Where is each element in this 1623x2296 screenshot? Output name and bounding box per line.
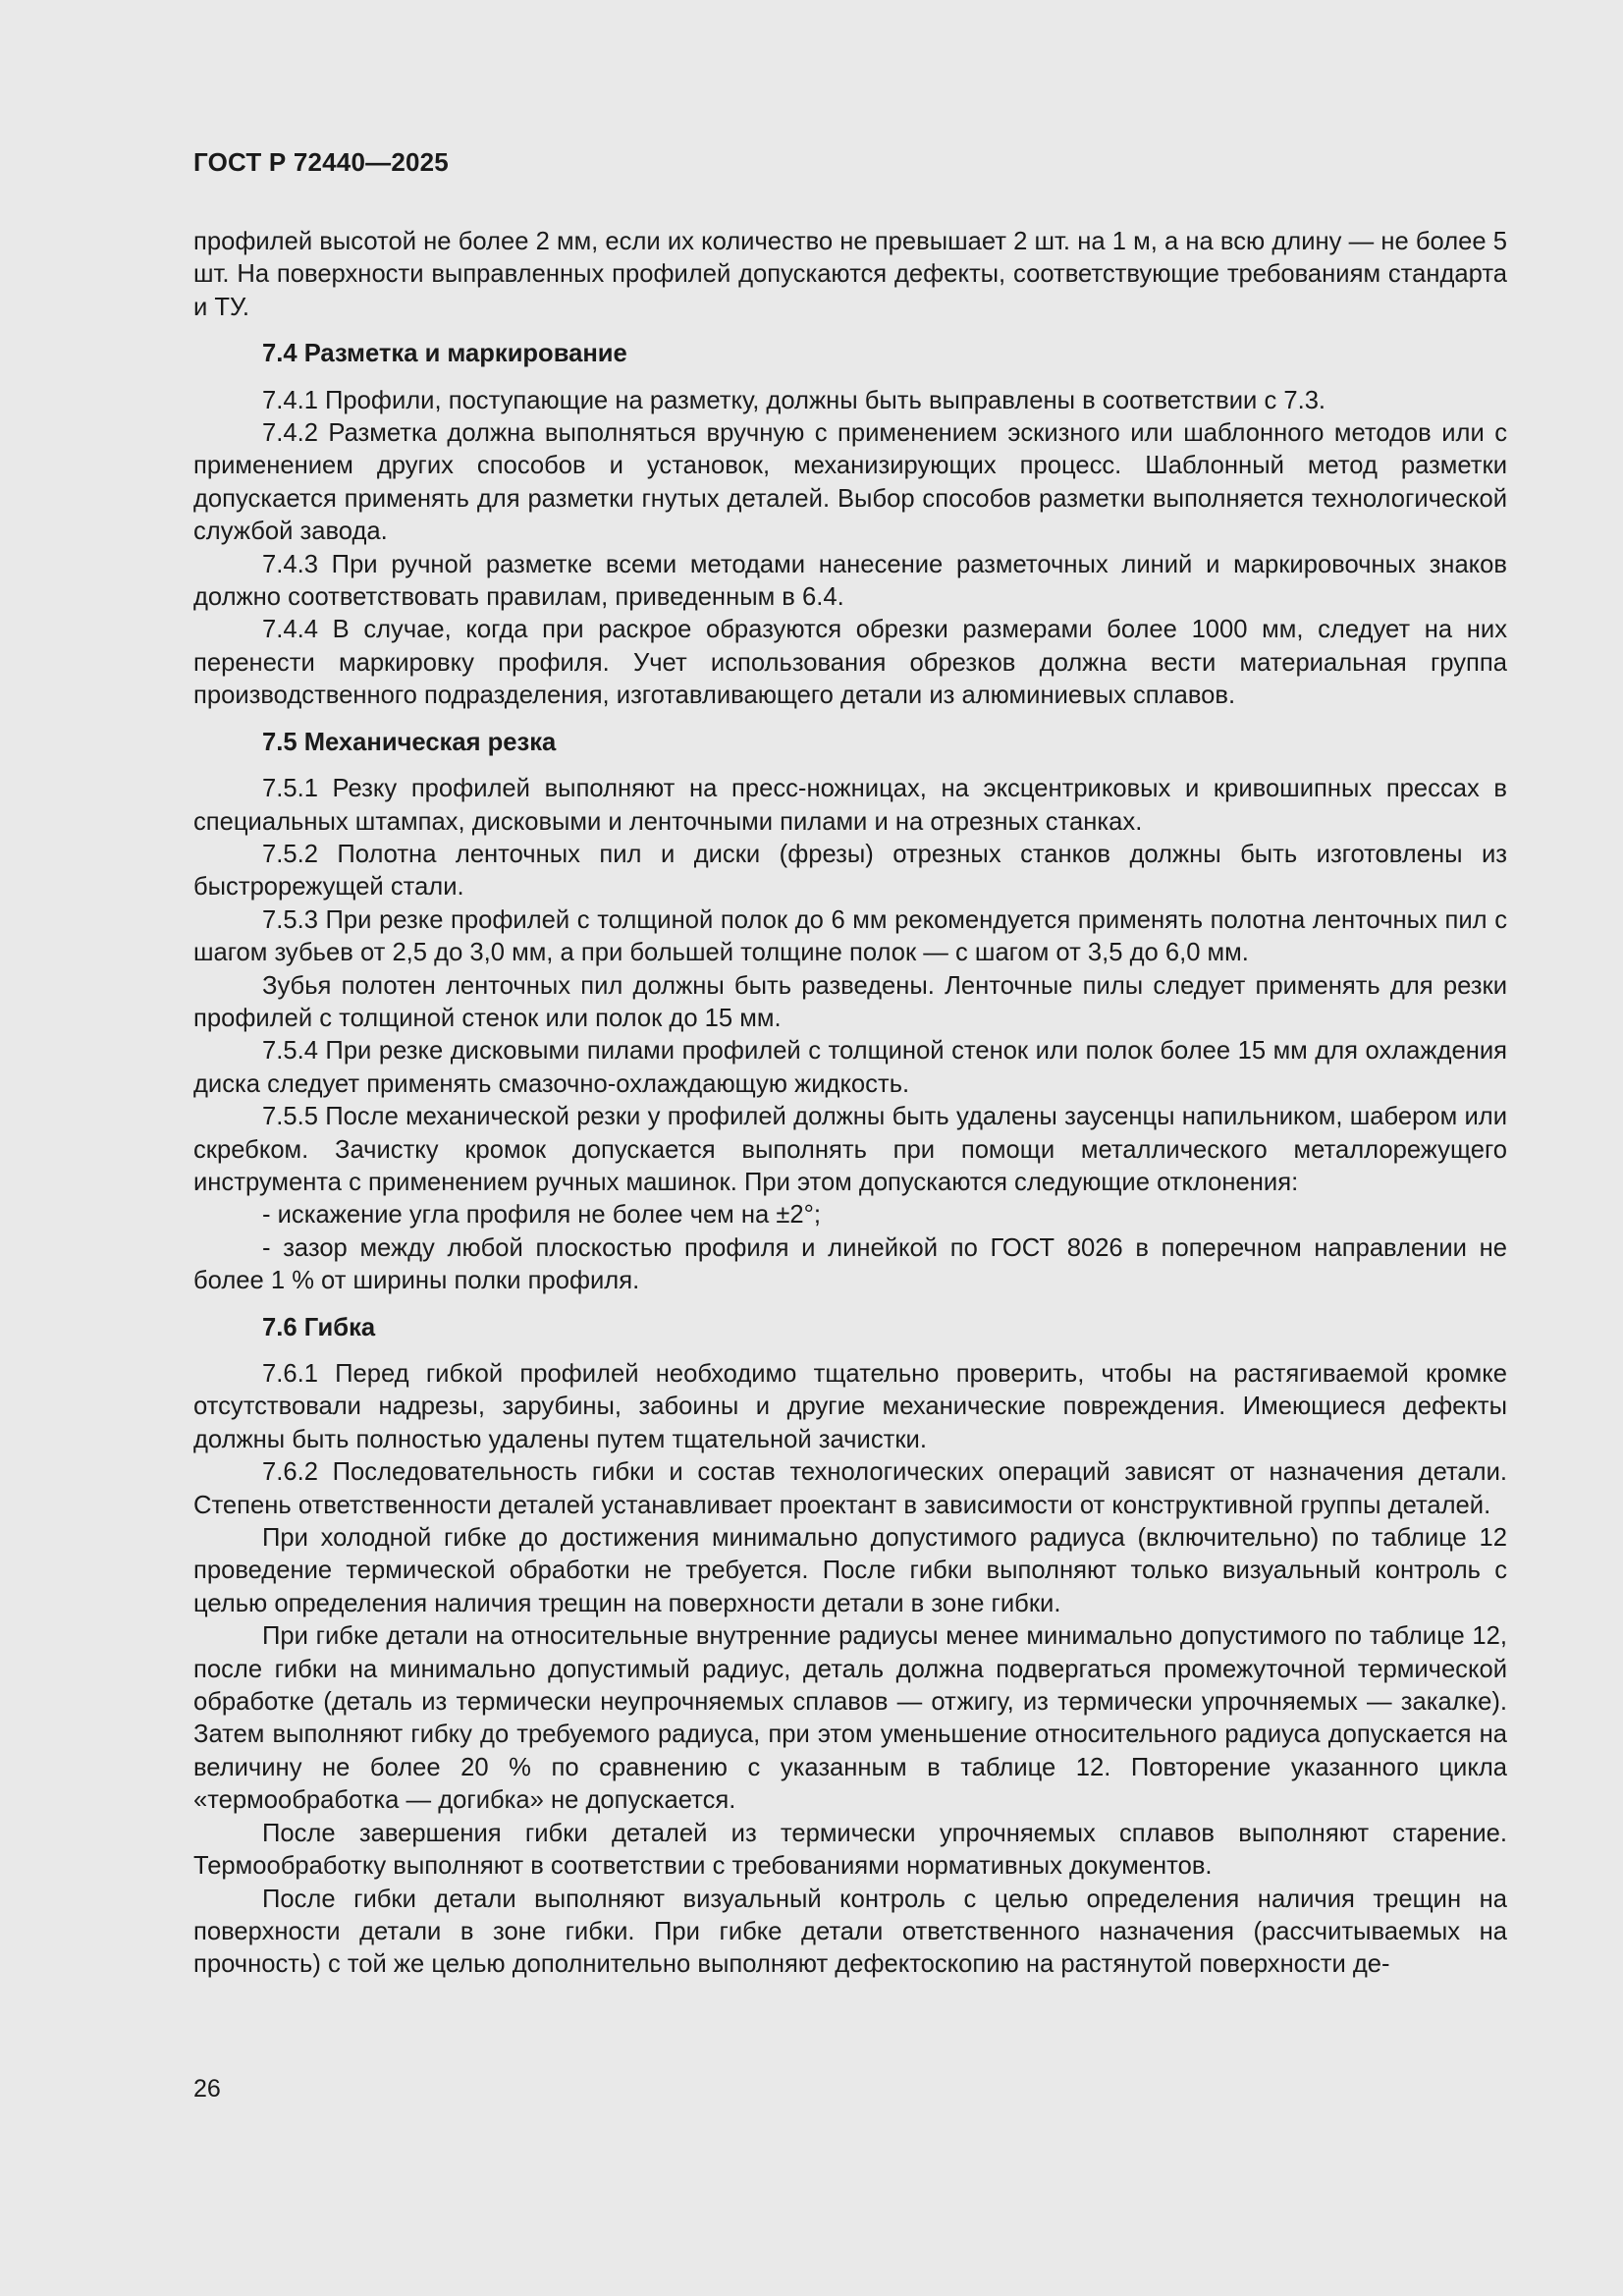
list-item-angle-distortion: - искажение угла профиля не более чем на ±2°;	[262, 1201, 821, 1230]
paragraph-7-5-2: 7.5.2 Полотна ленточных пил и диски (фрезы) отрезных станков должны быть изготовлены из быстрорежущей стали.	[193, 840, 1507, 902]
paragraph-7-6-1: 7.6.1 Перед гибкой профилей необходимо тщательно проверить, чтобы на растягиваемой кромке отсутствовали надрезы, зарубины, забоины и другие механические повреждения. Имеющиеся дефекты должны быть полностью удалены путем тщательной зачистки.	[193, 1360, 1507, 1453]
paragraph-7-4-2: 7.4.2 Разметка должна выполняться вручную с применением эскизного или шаблонного методов или с применением других способов и установок, механизирующих процесс. Шаблонный метод разметки допускается применять для разметки гнутых деталей. Выбор способов разметки выполняется технологической службой завода.	[193, 419, 1507, 546]
paragraph-7-4-3: 7.4.3 При ручной разметке всеми методами нанесение разметочных линий и маркировочных знаков должно соответствовать правилам, приведенным в 6.4.	[193, 550, 1507, 612]
paragraph-cold-bending: При холодной гибке до достижения минимально допустимого радиуса (включительно) по таблице 12 проведение термической обработки не требуется. После гибки выполняют только визуальный контроль с целью определения наличия трещин на поверхности детали в зоне гибки.	[193, 1524, 1507, 1617]
paragraph-visual-inspection: После гибки детали выполняют визуальный контроль с целью определения наличия трещин на поверхности детали в зоне гибки. При гибке детали ответственного назначения (рассчитываемых на прочность) с той же целью дополнительно выполняют дефектоскопию на растянутой поверхности де-	[193, 1885, 1507, 1979]
document-body	[193, 226, 1507, 1982]
section-heading-7-4: 7.4 Разметка и маркирование	[262, 340, 627, 368]
paragraph-7-5-3: 7.5.3 При резке профилей с толщиной полок до 6 мм рекомендуется применять полотна ленточных пил с шагом зубьев от 2,5 до 3,0 мм, а при большей толщине полок — с шагом от 3,5 до 6,0 мм.	[193, 905, 1507, 967]
paragraph-aging: После завершения гибки деталей из термически упрочняемых сплавов выполняют старение. Термообработку выполняют в соответствии с требованиями нормативных документов.	[193, 1819, 1507, 1881]
paragraph-7-5-4: 7.5.4 При резке дисковыми пилами профилей с толщиной стенок или полок более 15 мм для охлаждения диска следует применять смазочно-охлаждающую жидкость.	[193, 1037, 1507, 1098]
document-code-header: ГОСТ Р 72440—2025	[193, 147, 449, 177]
paragraph-7-5-3-continued: Зубья полотен ленточных пил должны быть разведены. Ленточные пилы следует применять для резки профилей с толщиной стенок или полок до 15 мм.	[193, 971, 1507, 1032]
paragraph-intro: профилей высотой не более 2 мм, если их количество не превышает 2 шт. на 1 м, а на всю длину — не более 5 шт. На поверхности выправленных профилей допускаются дефекты, соответствующие требованиям стандарта и ТУ.	[193, 228, 1507, 321]
page-number: 26	[193, 2075, 221, 2103]
list-item-gap-tolerance: - зазор между любой плоскостью профиля и линейкой по ГОСТ 8026 в поперечном направлении не более 1 % от ширины полки профиля.	[193, 1233, 1507, 1295]
section-heading-7-6: 7.6 Гибка	[262, 1313, 376, 1341]
section-heading-7-5: 7.5 Механическая резка	[262, 728, 557, 756]
paragraph-intermediate-heat-treatment: При гибке детали на относительные внутренние радиусы менее минимально допустимого по таблице 12, после гибки на минимально допустимый радиус, деталь должна подвергаться промежуточной термической обработке (деталь из термически неупрочняемых сплавов — отжигу, из термически упрочняемых — закалке). Затем выполняют гибку до требуемого радиуса, при этом уменьшение относительного радиуса допускается на величину не более 20 % по сравнению с указанным в таблице 12. Повторение указанного цикла «термообработка — догибка» не допускается.	[193, 1622, 1507, 1815]
paragraph-7-5-1: 7.5.1 Резку профилей выполняют на пресс-ножницах, на эксцентриковых и кривошипных прессах в специальных штампах, дисковыми и ленточными пилами и на отрезных станках.	[193, 775, 1507, 836]
paragraph-7-6-2: 7.6.2 Последовательность гибки и состав технологических операций зависят от назначения детали. Степень ответственности деталей устанавливает проектант в зависимости от конструктивной группы деталей.	[193, 1458, 1507, 1519]
paragraph-7-5-5: 7.5.5 После механической резки у профилей должны быть удалены заусенцы напильником, шабером или скребком. Зачистку кромок допускается выполнять при помощи металлического металлорежущего инструмента с применением ручных машинок. При этом допускаются следующие отклонения:	[193, 1103, 1507, 1196]
paragraph-7-4-4: 7.4.4 В случае, когда при раскрое образуются обрезки размерами более 1000 мм, следует на них перенести маркировку профиля. Учет использования обрезков должна вести материальная группа производственного подразделения, изготавливающего детали из алюминиевых сплавов.	[193, 616, 1507, 710]
paragraph-7-4-1: 7.4.1 Профили, поступающие на разметку, должны быть выправлены в соответствии с 7.3.	[262, 386, 1326, 414]
